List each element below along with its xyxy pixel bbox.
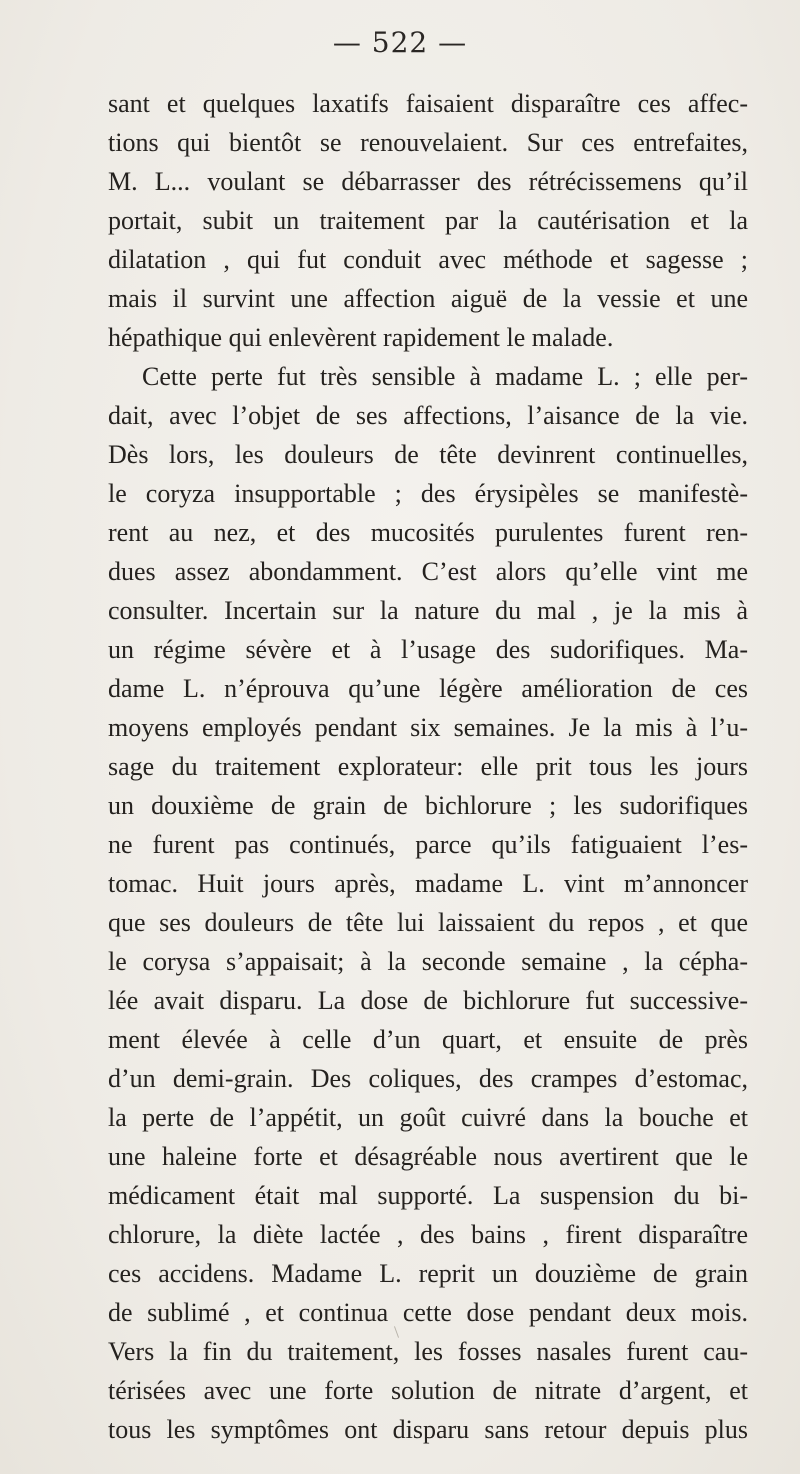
text-line: consulter. Incertain sur la nature du mal , je la mis à (108, 596, 748, 625)
page-number: — 522 — (332, 26, 468, 59)
text-line: tions qui bientôt se renouvelaient. Sur ces entrefaites, (108, 128, 748, 157)
text-line: la perte de l’appétit, un goût cuivré dans la bouche et (108, 1103, 748, 1132)
text-line: sage du traitement explorateur: elle prit tous les jours (108, 752, 748, 781)
text-line: Cette perte fut très sensible à madame L. ; elle per- (142, 362, 748, 391)
text-line: médicament était mal supporté. La suspension du bi- (108, 1181, 748, 1210)
text-line: rent au nez, et des mucosités purulentes furent ren- (108, 518, 748, 547)
text-line: d’un demi-grain. Des coliques, des crampes d’estomac, (108, 1064, 748, 1093)
text-line: le corysa s’appaisait; à la seconde semaine , la cépha- (108, 947, 748, 976)
text-line: hépathique qui enlevèrent rapidement le malade. (108, 323, 614, 352)
text-line: ces accidens. Madame L. reprit un douzième de grain (108, 1259, 748, 1288)
text-line: chlorure, la diète lactée , des bains , firent disparaître (108, 1220, 748, 1249)
text-line: le coryza insupportable ; des érysipèles se manifestè- (108, 479, 748, 508)
text-line: lée avait disparu. La dose de bichlorure fut successive- (108, 986, 748, 1015)
text-line: moyens employés pendant six semaines. Je la mis à l’u- (108, 713, 748, 742)
text-line: Vers la fin du traitement, les fosses nasales furent cau- (108, 1337, 748, 1366)
text-line: portait, subit un traitement par la cautérisation et la (108, 206, 748, 235)
text-line: mais il survint une affection aiguë de la vessie et une (108, 284, 748, 313)
text-line: un douxième de grain de bichlorure ; les sudorifiques (108, 791, 748, 820)
text-line: tous les symptômes ont disparu sans retour depuis plus (108, 1415, 748, 1444)
text-line: M. L... voulant se débarrasser des rétrécissemens qu’il (108, 167, 748, 196)
text-line: que ses douleurs de tête lui laissaient du repos , et que (108, 908, 748, 937)
body-text (108, 84, 748, 1449)
text-line: une haleine forte et désagréable nous avertirent que le (108, 1142, 748, 1171)
text-line: un régime sévère et à l’usage des sudorifiques. Ma- (108, 635, 748, 664)
text-line: sant et quelques laxatifs faisaient disparaître ces affec- (108, 89, 748, 118)
text-line: Dès lors, les douleurs de tête devinrent continuelles, (108, 440, 748, 469)
text-line: ne furent pas continués, parce qu’ils fatiguaient l’es- (108, 830, 748, 859)
text-line: tomac. Huit jours après, madame L. vint m’annoncer (108, 869, 748, 898)
text-line: dues assez abondamment. C’est alors qu’elle vint me (108, 557, 748, 586)
text-line: dame L. n’éprouva qu’une légère amélioration de ces (108, 674, 748, 703)
text-line: de sublimé , et continua cette dose pendant deux mois. (108, 1298, 748, 1327)
text-line: dilatation , qui fut conduit avec méthode et sagesse ; (108, 245, 748, 274)
text-line: térisées avec une forte solution de nitrate d’argent, et (108, 1376, 748, 1405)
text-line: dait, avec l’objet de ses affections, l’aisance de la vie. (108, 401, 748, 430)
text-line: ment élevée à celle d’un quart, et ensuite de près (108, 1025, 748, 1054)
